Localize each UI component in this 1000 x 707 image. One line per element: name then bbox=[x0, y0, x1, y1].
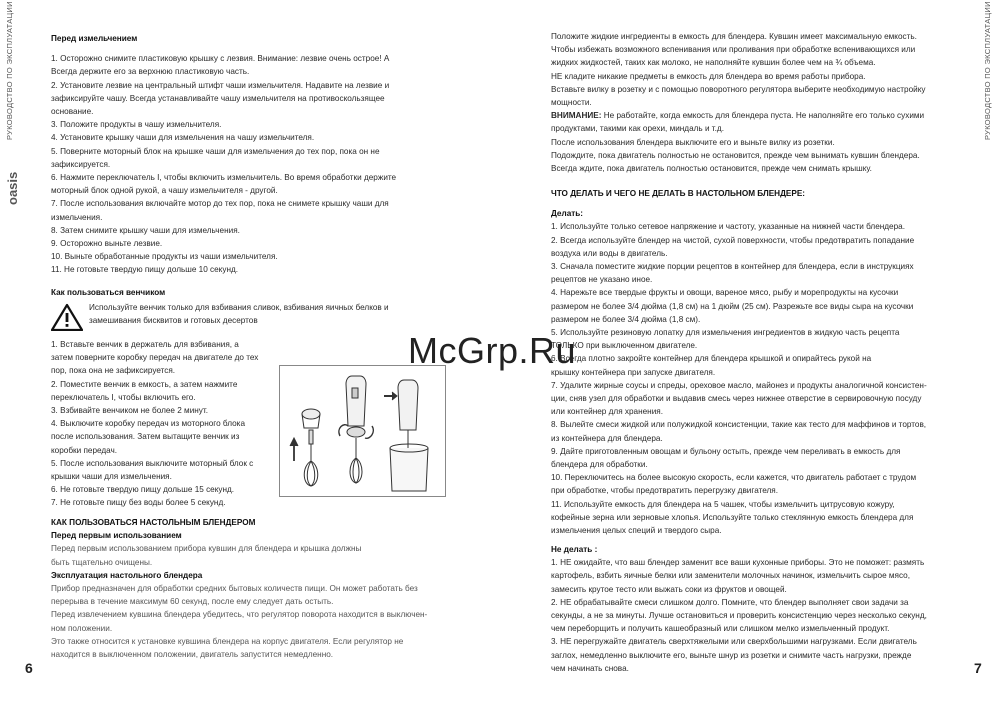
text-line: перерыва в течение максимум 60 секунд, после ему следует дать остыть. bbox=[51, 597, 334, 607]
attention-paragraph: ВНИМАНИЕ: Не работайте, когда емкость для блендера пуста. Не наполняйте его только сухими bbox=[551, 111, 925, 121]
text-line: 10. Выньте обработанные продукты из чаши измельчителя. bbox=[51, 252, 278, 262]
jug-icon bbox=[384, 380, 428, 491]
text-line: 6. Всегда плотно закройте контейнер для блендера крышкой и опирайтесь рукой на bbox=[551, 354, 872, 364]
text-line: замесить крутое тесто или выжать соки из фруктов и овощей. bbox=[551, 584, 787, 594]
donts-section bbox=[551, 543, 951, 675]
text-line: 4. Нарежьте все твердые фрукты и овощи, вареное мясо, рыбу и морепродукты на кусочки bbox=[551, 288, 899, 298]
text-line: 5. Поверните моторный блок на крышке чаши для измельчения до тех пор, пока он не bbox=[51, 146, 380, 156]
whisk-section bbox=[51, 286, 451, 331]
blender-section bbox=[51, 516, 471, 661]
first-use-text bbox=[51, 542, 471, 568]
text-line: 1. НЕ ожидайте, что ваш блендер заменит все ваши кухонные приборы. Это не поможет: размять bbox=[551, 558, 925, 568]
watermark: McGrp.Ru bbox=[408, 330, 577, 371]
section-title: Как пользоваться венчиком bbox=[51, 288, 166, 297]
text-line: или контейнер для хранения. bbox=[551, 407, 663, 417]
text-line: измельчения целых специй и твердого сыра. bbox=[551, 526, 722, 536]
page-number: 7 bbox=[974, 660, 982, 676]
text-line: Вставьте вилку в розетку и с помощью поворотного регулятора выберите необходимую настройку bbox=[551, 84, 926, 94]
warning-text bbox=[89, 301, 389, 327]
warning-block bbox=[51, 301, 451, 331]
text-line: 7. Не готовьте пищу без воды более 5 секунд. bbox=[51, 498, 226, 508]
whisk-part-icon bbox=[290, 409, 320, 486]
text-line: измельчения. bbox=[51, 212, 103, 222]
intro-section bbox=[551, 30, 951, 175]
text-line: крышку контейнера при запуске двигателя. bbox=[551, 367, 716, 377]
subsection-title: Не делать : bbox=[551, 545, 598, 554]
side-label: РУКОВОДСТВО ПО ЭКСПЛУАТАЦИИ bbox=[5, 1, 14, 140]
text-line: 2. НЕ обрабатывайте смеси слишком долго. Помните, что блендер выполняет свои задачи за bbox=[551, 597, 909, 607]
text-line: 6. Не готовьте твердую пищу дольше 15 секунд. bbox=[51, 485, 235, 495]
side-label: РУКОВОДСТВО ПО ЭКСПЛУАТАЦИИ bbox=[983, 1, 992, 140]
text-line: размером не более 3/4 дюйма (1,8 см). bbox=[551, 314, 701, 324]
text-line: 11. Не готовьте твердую пищу дольше 10 секунд. bbox=[51, 265, 239, 275]
text-line: мощности. bbox=[551, 98, 592, 108]
section-title: Перед измельчением bbox=[51, 34, 138, 43]
text-line: быть тщательно очищены. bbox=[51, 557, 153, 567]
whisk-list bbox=[51, 338, 281, 510]
subsection-title: Эксплуатация настольного блендера bbox=[51, 570, 203, 580]
text-line: Перед извлечением кувшина блендера убедитесь, что регулятор поворота находится в выключен- bbox=[51, 610, 428, 620]
text-line: при обработке, чтобы предотвратить перегрузку двигателя. bbox=[551, 486, 778, 496]
dont-list bbox=[551, 556, 951, 675]
whisk-steps bbox=[51, 338, 281, 510]
text-line: воздуха или воды в двигатель. bbox=[551, 248, 668, 258]
text-line: 1. Вставьте венчик в держатель для взбивания, а bbox=[51, 340, 239, 349]
dos-section bbox=[551, 187, 951, 537]
text-line: зафиксируйте чашу. Всегда устанавливайте чашу измельчителя на противоскользящее bbox=[51, 93, 385, 103]
text-line: 1. Осторожно снимите пластиковую крышку с лезвия. Внимание: лезвие очень острое! А bbox=[51, 54, 390, 64]
text-line: Чтобы избежать возможного вспенивания или проливания при обработке вспенивающихся или bbox=[551, 45, 916, 55]
text-line: жидких жидкостей, таких как молоко, не наполняйте кувшин более чем на ¾ объема. bbox=[551, 58, 876, 68]
section-title: КАК ПОЛЬЗОВАТЬСЯ НАСТОЛЬНЫМ БЛЕНДЕРОМ bbox=[51, 518, 256, 527]
text-line: коробки передач. bbox=[51, 445, 118, 455]
text-line: 4. Установите крышку чаши для измельчения на чашу измельчителя. bbox=[51, 133, 315, 143]
text-line: после использования. Затем вытащите венчик из bbox=[51, 432, 240, 442]
text-line: 9. Осторожно выньте лезвие. bbox=[51, 239, 163, 249]
text-line: 8. Затем снимите крышку чаши для измельчения. bbox=[51, 225, 240, 235]
text-line: Всегда ждите, пока двигатель полностью остановится, прежде чем снимать крышку. bbox=[551, 164, 872, 174]
text-line: ции, сняв узел для обработки и выдавив смесь через нижнее отверстие в сервировочную посуду bbox=[551, 394, 922, 404]
text-line: 9. Дайте приготовленным овощам и бульону остыть, прежде чем переливать в емкость для bbox=[551, 446, 901, 456]
text-line: основание. bbox=[51, 107, 94, 117]
operation-text bbox=[51, 582, 471, 661]
text-line: моторный блок одной рукой, а чашу измельчителя - другой. bbox=[51, 186, 278, 196]
text-line: чем начинать снова. bbox=[551, 663, 629, 673]
text-line: 11. Используйте емкость для блендера на 5 чашек, чтобы измельчить цитрусовую кожуру, bbox=[551, 499, 895, 509]
text-line: находится в выключенном положении, двигатель запустится немедленно. bbox=[51, 650, 334, 660]
subsection-title: Делать: bbox=[551, 209, 584, 219]
text-line: Перед первым использованием прибора кувшин для блендера и крышка должны bbox=[51, 544, 362, 554]
text-line: 2. Установите лезвие на центральный штифт чаши измельчителя. Надавите на лезвие и bbox=[51, 80, 390, 90]
text-line: блендера для обработки. bbox=[551, 460, 648, 470]
text-line: 3. НЕ перегружайте двигатель сверхтяжелыми или сверхбольшими нагрузками. Если двигатель bbox=[551, 637, 917, 647]
attention-text bbox=[551, 122, 951, 175]
before-chopping-section bbox=[51, 32, 451, 277]
text-line: затем поверните коробку передач на двигателе до тех bbox=[51, 353, 259, 363]
text-line: 2. Всегда используйте блендер на чистой, сухой поверхности, чтобы предотвратить попадание bbox=[551, 235, 915, 245]
text-line: секунды, а не за минуты. Лучше остановиться и проверить консистенцию через несколько секунд, bbox=[551, 611, 927, 621]
text-line: размером не более 3/4 дюйма (1,8 см) на 1 дюйм (25 см). Разрежьте все виды сыра на кусочки bbox=[551, 301, 914, 311]
text-line: 3. Сначала поместите жидкие порции рецептов в контейнер для блендера, если в инструкциях bbox=[551, 262, 914, 272]
text-line: Подождите, пока двигатель полностью не остановится, прежде чем вынимать кувшин блендера. bbox=[551, 150, 920, 160]
text-line: картофель, взбить яичные белки или заменители молочных начинок, измельчить сырое мясо, bbox=[551, 571, 911, 581]
text-line: 7. После использования включайте мотор до тех пор, пока не снимете крышку чаши для bbox=[51, 199, 389, 209]
text-line: 8. Вылейте смеси жидкой или полужидкой консистенции, такие как тесто для маффинов и тортов, bbox=[551, 420, 927, 430]
text-line: пор, пока она не зафиксируется. bbox=[51, 366, 176, 376]
text-line: рецептов не указано иное. bbox=[551, 275, 653, 285]
text-line: крышки чаши для измельчения. bbox=[51, 472, 172, 482]
text-line: из контейнера для блендера. bbox=[551, 433, 663, 443]
text-line: кофейные зерна или зерновые хлопья. Используйте только стеклянную емкость блендера для bbox=[551, 512, 914, 522]
text-line: 10. Переключитесь на более высокую скорость, если кажется, что двигатель работает с трудом bbox=[551, 473, 917, 483]
text-line: ном положении. bbox=[51, 623, 113, 633]
text-line: 5. После использования выключите моторный блок с bbox=[51, 458, 254, 468]
page-number: 6 bbox=[25, 660, 33, 676]
intro-text bbox=[551, 30, 951, 109]
text-line: 3. Взбивайте венчиком не более 2 минут. bbox=[51, 406, 208, 416]
text-line: заглох, немедленно выключите его, выньте шнур из розетки и снимите часть нагрузки, прежде bbox=[551, 650, 912, 660]
text-line: 3. Положите продукты в чашу измельчителя. bbox=[51, 120, 222, 130]
oasis-logo: oasis bbox=[5, 171, 20, 205]
whisk-illustration bbox=[279, 365, 446, 497]
text-line: продуктами, такими как орехи, миндаль и т.д. bbox=[551, 124, 724, 134]
text-line: 5. Используйте резиновую лопатку для измельчения ингредиентов в жидкую часть рецепта bbox=[551, 328, 900, 338]
text-line: Используйте венчик только для взбивания сливок, взбивания яичных белков и bbox=[89, 303, 389, 313]
text-line: 2. Поместите венчик в емкость, а затем нажмите bbox=[51, 379, 238, 389]
warning-icon bbox=[51, 303, 83, 331]
text-line: замешивания бисквитов и готовых десертов bbox=[89, 316, 258, 326]
blender-motor-icon bbox=[339, 376, 373, 483]
text-line: 4. Выключите коробку передач из моторного блока bbox=[51, 419, 245, 429]
subsection-title: Перед первым использованием bbox=[51, 531, 182, 541]
text-line: НЕ кладите никакие предметы в емкость для блендера во время работы прибора. bbox=[551, 71, 866, 81]
text-line: чем переборщить и получить кашеобразный или слишком мелко измельченный продукт. bbox=[551, 624, 890, 634]
text-line: 7. Удалите жирные соусы и спреды, ореховое масло, майонез и продукты аналогичной консистен- bbox=[551, 380, 927, 390]
text-line: переключатель I, чтобы включить его. bbox=[51, 392, 196, 402]
text-line: ТОЛЬКО при выключенном двигателе. bbox=[551, 341, 698, 351]
do-list bbox=[551, 220, 951, 537]
text-line: Всегда держите его за верхнюю пластиковую часть. bbox=[51, 67, 250, 77]
text-line: зафиксируется. bbox=[51, 159, 111, 169]
text-line: 1. Используйте только сетевое напряжение и частоту, указанные на нижней части блендера. bbox=[551, 222, 905, 232]
text-line: 6. Нажмите переключатель I, чтобы включить измельчитель. Во время обработки держите bbox=[51, 173, 397, 183]
text-line: Прибор предназначен для обработки средних бытовых количеств пищи. Он может работать без bbox=[51, 584, 418, 594]
text-line: После использования блендера выключите его и выньте вилку из розетки. bbox=[551, 137, 835, 147]
before-chopping-list bbox=[51, 52, 451, 276]
text-line: Положите жидкие ингредиенты в емкость для блендера. Кувшин имеет максимальную емкость. bbox=[551, 32, 917, 41]
section-title: ЧТО ДЕЛАТЬ И ЧЕГО НЕ ДЕЛАТЬ В НАСТОЛЬНОМ БЛЕНДЕРЕ: bbox=[551, 189, 806, 198]
text-line: Это также относится к установке кувшина блендера на корпус двигателя. Если регулятор не bbox=[51, 636, 404, 646]
